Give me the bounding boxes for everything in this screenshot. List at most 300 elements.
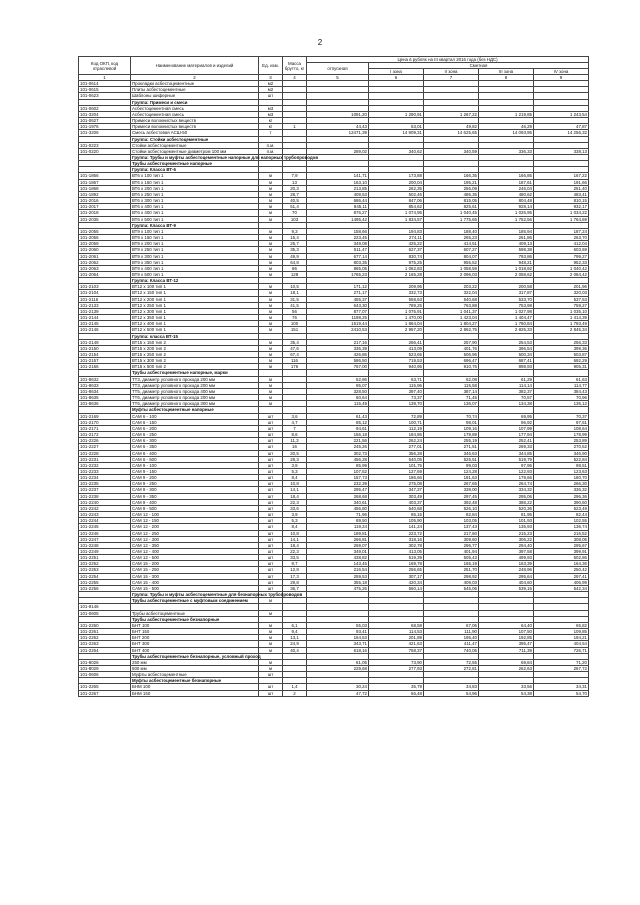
- code-cell: 101-0614: [79, 81, 131, 87]
- estimate-price-cell: 1 243,54: [534, 111, 589, 117]
- code-cell: 101-2265: [79, 684, 131, 690]
- code-cell: 101-2149: [79, 339, 131, 345]
- code-cell: 101-2062: [79, 259, 131, 265]
- release-price-cell: 232,39: [307, 481, 369, 487]
- estimate-price-cell: 1 864,04: [369, 321, 424, 327]
- estimate-price-cell: 387,14: [424, 388, 479, 394]
- estimate-price-cell: 598,38: [479, 247, 534, 253]
- mass-header: Масса брутто, кг: [283, 57, 307, 75]
- group-title: Трубы асбестоцементные с муфтовым соединением: [131, 598, 259, 604]
- estimate-price-cell: 1 027,98: [479, 308, 534, 314]
- estimate-price-cell: 200,04: [369, 179, 424, 185]
- code-cell: 101-2144: [79, 315, 131, 321]
- estimate-price-cell: 262,35: [369, 185, 424, 191]
- name-cell: ТТ5, диаметр условного прохода 400 мм: [131, 388, 259, 394]
- release-price-cell: 217,16: [307, 339, 369, 345]
- release-price-cell: 119,24: [307, 524, 369, 530]
- estimate-price-cell: 246,04: [479, 185, 534, 191]
- estimate-price-cell: 558,63: [369, 296, 424, 302]
- estimate-price-cell: 85,15: [369, 512, 424, 518]
- estimate-price-cell: 404,54: [534, 641, 589, 647]
- code-cell: 101-2104: [79, 290, 131, 296]
- unit-cell: шт: [259, 487, 283, 493]
- estimate-price-cell: 302,78: [369, 542, 424, 548]
- release-price-cell: 216,54: [307, 567, 369, 573]
- unit-cell: шт: [259, 438, 283, 444]
- estimate-price-cell: 186,66: [369, 475, 424, 481]
- estimate-price-cell: 320,03: [534, 290, 589, 296]
- release-price-cell: 221,56: [307, 438, 369, 444]
- mass-cell: 8,4: [283, 524, 307, 530]
- estimate-price-cell: 340,59: [424, 148, 479, 154]
- estimate-price-cell: 98,51: [534, 462, 589, 468]
- estimate-price-cell: 267,65: [424, 481, 479, 487]
- estimate-price-cell: 169,78: [369, 561, 424, 567]
- estimate-price-cell: 49,82: [424, 124, 479, 130]
- estimate-price-cell: 215,23: [479, 530, 534, 536]
- name-cell: Примеси волокнистых веществ: [131, 118, 259, 124]
- estimate-price-cell: 108,64: [534, 425, 589, 431]
- name-cell: ВТ12 х 150 тип 1: [131, 290, 259, 296]
- estimate-price-cell: 1 764,69: [534, 216, 589, 222]
- estimate-price-cell: 2 096,03: [424, 271, 479, 277]
- mass-cell: 128: [283, 271, 307, 277]
- estimate-price-cell: 687,41: [479, 358, 534, 364]
- mass-cell: 51,4: [283, 204, 307, 210]
- unit-cell: шт: [259, 499, 283, 505]
- mass-cell: 116: [283, 358, 307, 364]
- name-cell: ВТ9 х 400 тип 1: [131, 265, 259, 271]
- estimate-price-cell: 135,12: [534, 401, 589, 407]
- estimate-price-cell: 70,74: [424, 413, 479, 419]
- estimate-price-cell: 180,70: [534, 475, 589, 481]
- code-cell: 101-2254: [79, 573, 131, 579]
- release-price-cell: 245,26: [307, 444, 369, 450]
- estimate-price-cell: 185,94: [479, 228, 534, 234]
- estimate-price-cell: 277,93: [369, 665, 424, 671]
- unit-cell: шт: [259, 684, 283, 690]
- col-number: 5: [307, 75, 369, 81]
- estimate-price-cell: 318,16: [369, 536, 424, 542]
- estimate-price-cell: 54,38: [479, 690, 534, 696]
- name-cell: САМ 15 - 500: [131, 585, 259, 591]
- name-cell: 250 мм: [131, 659, 259, 665]
- code-cell: 101-0602: [79, 105, 131, 111]
- name-cell: ВТ9 х 250 тип 1: [131, 247, 259, 253]
- mass-cell: 86: [283, 265, 307, 271]
- code-cell: 101-0605: [79, 610, 131, 616]
- estimate-price-cell: 854,62: [369, 204, 424, 210]
- code-cell: 101-2248: [79, 542, 131, 548]
- release-price-cell: 266,81: [307, 536, 369, 542]
- code-cell: 101-2059: [79, 241, 131, 247]
- release-price-cell: 677,14: [307, 253, 369, 259]
- estimate-price-cell: 753,98: [479, 302, 534, 308]
- unit-cell: м3: [259, 105, 283, 111]
- estimate-price-cell: 267,72: [534, 665, 589, 671]
- estimate-price-cell: 136,74: [534, 524, 589, 530]
- estimate-price-cell: 804,48: [479, 198, 534, 204]
- group-title: Муфты асбестоцементные безнапорные: [131, 678, 259, 684]
- code-cell: 101-8635: [79, 395, 131, 401]
- name-cell: САМ 9 - 100: [131, 462, 259, 468]
- unit-cell: шт: [259, 672, 283, 678]
- unit-cell: м: [259, 315, 283, 321]
- estimate-price-cell: 192,85: [479, 635, 534, 641]
- group-title: Муфты асбестоцементные напорные: [131, 407, 259, 413]
- estimate-price-cell: 136,07: [424, 401, 479, 407]
- mass-cell: 20,5: [283, 450, 307, 456]
- name-cell: БНМ 150: [131, 690, 259, 696]
- unit-cell: шт: [259, 475, 283, 481]
- estimate-price-cell: 135,93: [479, 524, 534, 530]
- estimate-price-cell: 296,77: [424, 542, 479, 548]
- code-cell: 101-2035: [79, 216, 131, 222]
- estimate-price-cell: 533,70: [479, 296, 534, 302]
- estimate-price-cell: 46,29: [479, 124, 534, 130]
- name-cell: САМ 9 - 200: [131, 475, 259, 481]
- estimate-price-cell: 932,17: [534, 204, 589, 210]
- estimate-price-cell: 295,06: [479, 493, 534, 499]
- name-cell: ВТ12 х 300 тип 1: [131, 308, 259, 314]
- estimate-price-cell: 201,89: [369, 635, 424, 641]
- estimate-price-cell: 261,86: [479, 235, 534, 241]
- estimate-price-cell: 392,48: [424, 499, 479, 505]
- mass-cell: 67,4: [283, 352, 307, 358]
- name-cell: БНТ 150: [131, 629, 259, 635]
- estimate-price-cell: 194,21: [534, 635, 589, 641]
- unit-cell: м: [259, 327, 283, 333]
- name-cell: САМ 6 - 200: [131, 425, 259, 431]
- release-price-cell: 157,73: [307, 475, 369, 481]
- name-cell: ВТ12 х 250 тип 1: [131, 302, 259, 308]
- code-cell: 101-2246: [79, 530, 131, 536]
- estimate-price-cell: 399,91: [534, 549, 589, 555]
- release-price-cell: 355,18: [307, 579, 369, 585]
- release-price-cell: 61,43: [307, 413, 369, 419]
- name-cell: БНТ 300: [131, 641, 259, 647]
- estimate-price-cell: 181,63: [424, 475, 479, 481]
- mass-cell: 9,4: [283, 629, 307, 635]
- code-cell: 101-2056: [79, 235, 131, 241]
- release-price-cell: 845,11: [307, 204, 369, 210]
- name-cell: САМ 12 - 350: [131, 542, 259, 548]
- name-cell: ВТ9 х 500 тип 1: [131, 271, 259, 277]
- release-price-cell: 61,05: [307, 659, 369, 665]
- mass-cell: 7,9: [283, 173, 307, 179]
- estimate-price-cell: 1 404,47: [479, 315, 534, 321]
- release-price-cell: 456,80: [307, 505, 369, 511]
- release-price-cell: 94,61: [307, 425, 369, 431]
- estimate-price-cell: 356,28: [369, 450, 424, 456]
- unit-cell: шт: [259, 542, 283, 548]
- estimate-price-cell: 167,22: [534, 173, 589, 179]
- unit-cell: м: [259, 204, 283, 210]
- page-number: 2: [317, 38, 323, 47]
- estimate-price-cell: 346,90: [534, 450, 589, 456]
- name-cell: САМ 9 - 250: [131, 481, 259, 487]
- estimate-price-cell: 522,84: [534, 456, 589, 462]
- unit-cell: шт: [259, 555, 283, 561]
- name-cell: ВТ9 х 100 тип 1: [131, 228, 259, 234]
- estimate-price-cell: 401,94: [424, 549, 479, 555]
- estimate-price-cell: 184,86: [369, 432, 424, 438]
- code-cell: 101-2017: [79, 204, 131, 210]
- estimate-price-cell: 54,96: [424, 690, 479, 696]
- estimate-price-cell: 505,43: [424, 555, 479, 561]
- estimate-price-cell: 425,22: [369, 241, 424, 247]
- release-price-cell: 60,64: [307, 395, 369, 401]
- code-cell: 101-2016: [79, 198, 131, 204]
- unit-cell: м: [259, 247, 283, 253]
- unit-cell: м: [259, 352, 283, 358]
- estimate-price-cell: 82,84: [424, 512, 479, 518]
- estimate-price-cell: 72,55: [424, 659, 479, 665]
- code-cell: 101-1867: [79, 179, 131, 185]
- estimate-price-cell: 109,16: [424, 425, 479, 431]
- mass-cell: 3,9: [283, 462, 307, 468]
- unit-cell: м: [259, 641, 283, 647]
- release-price-cell: 30,24: [307, 684, 369, 690]
- group-title: Трубы асбестоцементные напорные, марки: [131, 370, 259, 376]
- name-cell: САМ 12 - 300: [131, 536, 259, 542]
- code-cell: 101-2233: [79, 468, 131, 474]
- code-cell: 101-0606: [79, 672, 131, 678]
- name-cell: ВТ6 х 500 тип 1: [131, 216, 259, 222]
- unit-cell: шт: [259, 456, 283, 462]
- unit-cell: м: [259, 401, 283, 407]
- code-cell: 101-1868: [79, 185, 131, 191]
- group-title: Группа: Трубы и муфты асбестоцементные напорные для напорных трубопроводов: [132, 155, 319, 161]
- unit-cell: м: [259, 376, 283, 382]
- estimate-price-cell: 266,41: [369, 339, 424, 345]
- estimate-price-cell: 525,51: [424, 456, 479, 462]
- estimate-price-cell: 1 290,91: [369, 111, 424, 117]
- estimate-price-cell: 334,32: [479, 487, 534, 493]
- name-cell: САМ 12 - 500: [131, 555, 259, 561]
- unit-cell: шт: [259, 524, 283, 530]
- code-cell: 101-2172: [79, 432, 131, 438]
- unit-cell: шт: [259, 425, 283, 431]
- estimate-price-cell: 296,36: [534, 493, 589, 499]
- estimate-price-cell: 114,53: [369, 629, 424, 635]
- estimate-price-cell: 262,24: [369, 438, 424, 444]
- name-cell: САМ 15 - 200: [131, 561, 259, 567]
- estimate-price-cell: 338,13: [534, 148, 589, 154]
- estimate-price-cell: 114,77: [534, 382, 589, 388]
- name-cell: Стойки асбестоцементные диаметром 100 мм: [131, 148, 259, 154]
- release-price-cell: 171,12: [307, 284, 369, 290]
- name-cell: ВТ15 х 500 тип 2: [131, 364, 259, 370]
- estimate-price-cell: 952,33: [534, 259, 589, 265]
- estimate-price-cell: 1 041,37: [424, 308, 479, 314]
- mass-cell: 22,3: [283, 549, 307, 555]
- mass-cell: 176: [283, 364, 307, 370]
- estimate-price-cell: 298,92: [424, 573, 479, 579]
- mass-cell: 56: [283, 308, 307, 314]
- name-cell: ТТ3, диаметр условного прохода 200 мм: [131, 376, 259, 382]
- code-cell: 101-2103: [79, 284, 131, 290]
- estimate-price-cell: 309,60: [424, 536, 479, 542]
- estimate-price-cell: 537,53: [534, 296, 589, 302]
- release-price-cell: 295,47: [307, 487, 369, 493]
- code-cell: 101-2150: [79, 345, 131, 351]
- release-price-cell: 349,01: [307, 549, 369, 555]
- code-cell: 101-1976: [79, 124, 131, 130]
- unit-cell: м: [259, 598, 283, 604]
- estimate-price-cell: 274,11: [369, 235, 424, 241]
- estimate-price-cell: 209,95: [369, 284, 424, 290]
- estimate-price-cell: 270,52: [534, 444, 589, 450]
- mass-cell: 6,1: [283, 622, 307, 628]
- mass-cell: 5,3: [283, 468, 307, 474]
- estimate-price-cell: 763,88: [424, 302, 479, 308]
- mass-cell: 36,7: [283, 585, 307, 591]
- release-price-cell: 271,17: [307, 290, 369, 296]
- mass-cell: 14,1: [283, 536, 307, 542]
- name-cell: ВТ15 х 200 тип 2: [131, 345, 259, 351]
- mass-cell: 40,5: [283, 198, 307, 204]
- code-cell: 101-2260: [79, 622, 131, 628]
- estimate-price-cell: 173,88: [369, 173, 424, 179]
- mass-cell: 1,4: [283, 684, 307, 690]
- estimate-price-cell: 81,95: [479, 512, 534, 518]
- estimate-price-cell: 520,36: [479, 505, 534, 511]
- unit-cell: шт: [259, 444, 283, 450]
- estimate-price-cell: 789,25: [369, 302, 424, 308]
- unit-cell: м: [259, 647, 283, 653]
- release-price-cell: 803,35: [307, 259, 369, 265]
- estimate-price-cell: 269,33: [479, 444, 534, 450]
- code-cell: 101-2242: [79, 505, 131, 511]
- code-cell: 101-2255: [79, 579, 131, 585]
- name-cell: САМ 12 - 200: [131, 524, 259, 530]
- estimate-price-cell: 1 423,04: [424, 315, 479, 321]
- name-cell: Трубы асбестоцементные: [131, 610, 259, 616]
- name-cell: ВТ6 х 400 тип 1: [131, 204, 259, 210]
- release-price-cell: 336,39: [307, 345, 369, 351]
- mass-cell: 41,5: [283, 302, 307, 308]
- estimate-price-cell: 264,74: [479, 481, 534, 487]
- estimate-price-cell: 262,63: [479, 665, 534, 671]
- estimate-price-cell: 396,54: [479, 345, 534, 351]
- estimate-price-cell: 1 267,22: [424, 111, 479, 117]
- unit-cell: м: [259, 179, 283, 185]
- estimate-price-cell: 251,40: [534, 185, 589, 191]
- estimate-price-cell: 265,23: [424, 235, 479, 241]
- mass-cell: 33,5: [283, 555, 307, 561]
- release-price-cell: 55,03: [307, 622, 369, 628]
- estimate-price-cell: 166,85: [479, 173, 534, 179]
- code-cell: 101-2243: [79, 512, 131, 518]
- unit-cell: шт: [259, 493, 283, 499]
- name-cell: БНТ 100: [131, 622, 259, 628]
- estimate-price-cell: 1 035,10: [534, 308, 589, 314]
- mass-cell: 10,8: [283, 481, 307, 487]
- code-cell: 101-2234: [79, 475, 131, 481]
- estimate-price-cell: 277,01: [369, 444, 424, 450]
- release-price-cell: 865,05: [307, 265, 369, 271]
- name-cell: ВТ6 х 100 тип 1: [131, 173, 259, 179]
- group-title: Группа: Класса ВТ-12: [131, 278, 259, 284]
- mass-cell: 4,7: [283, 419, 307, 425]
- mass-cell: 15,4: [283, 235, 307, 241]
- code-cell: 101-0623: [79, 93, 131, 99]
- estimate-price-cell: 905,31: [534, 364, 589, 370]
- mass-cell: 18,4: [283, 542, 307, 548]
- name-cell: САМ 6 - 500: [131, 456, 259, 462]
- code-cell: 101-9146: [79, 604, 131, 610]
- code-cell: 101-2227: [79, 444, 131, 450]
- estimate-price-cell: 411,47: [424, 641, 479, 647]
- unit-cell: м: [259, 216, 283, 222]
- group-title: Группа: Трубы и муфты асбестоцементные для безнапорных трубопроводов: [132, 592, 303, 598]
- unit-cell: м: [259, 610, 283, 616]
- unit-cell: м: [259, 659, 283, 665]
- estimate-price-cell: 2 165,28: [369, 271, 424, 277]
- estimate-price-cell: 1 040,45: [424, 210, 479, 216]
- estimate-price-cell: 740,05: [424, 647, 479, 653]
- estimate-price-cell: 216,52: [534, 530, 589, 536]
- code-cell: 101-2145: [79, 321, 131, 327]
- estimate-price-cell: 250,42: [534, 567, 589, 573]
- estimate-price-cell: 111,90: [424, 629, 479, 635]
- mass-cell: 31,5: [283, 296, 307, 302]
- code-cell: 101-2253: [79, 567, 131, 573]
- price-header: Цена в рублях на III квартал 2016 года (без НДС): [307, 57, 589, 63]
- estimate-price-cell: 165,19: [424, 561, 479, 567]
- mass-cell: 35,4: [283, 339, 307, 345]
- group-title: Группа: Примеси и смеси: [131, 99, 259, 105]
- estimate-price-cell: 421,63: [369, 641, 424, 647]
- estimate-price-cell: 164,36: [534, 561, 589, 567]
- release-price-cell: 340,61: [307, 499, 369, 505]
- mass-cell: 29,8: [283, 579, 307, 585]
- release-price-cell: 268,68: [307, 493, 369, 499]
- name-cell: ВТ12 х 100 тип 1: [131, 284, 259, 290]
- estimate-price-cell: 560,14: [369, 585, 424, 591]
- code-cell: 101-2063: [79, 265, 131, 271]
- estimate-price-cell: 67,06: [424, 622, 479, 628]
- estimate-price-cell: 825,61: [424, 204, 479, 210]
- release-price-cell: 409,53: [307, 191, 369, 197]
- unit-cell: м3: [259, 111, 283, 117]
- name-cell: САМ 15 - 400: [131, 579, 259, 585]
- release-price-cell: 289,02: [307, 148, 369, 154]
- release-price-cell: 52,86: [307, 376, 369, 382]
- estimate-price-cell: 73,90: [369, 659, 424, 665]
- mass-cell: 10,8: [283, 530, 307, 536]
- release-price-cell: 44,43: [307, 124, 369, 130]
- estimate-price-cell: 545,06: [424, 585, 479, 591]
- code-cell: 101-2055: [79, 228, 131, 234]
- code-cell: 101-2263: [79, 641, 131, 647]
- release-price-cell: 475,26: [307, 585, 369, 591]
- estimate-price-cell: 139,70: [369, 401, 424, 407]
- estimate-price-cell: 793,86: [479, 253, 534, 259]
- estimate-price-cell: 141,24: [369, 524, 424, 530]
- name-cell: ВТ6 х 300 тип 1: [131, 198, 259, 204]
- estimate-price-cell: 137,43: [424, 524, 479, 530]
- estimate-price-cell: 115,58: [424, 382, 479, 388]
- estimate-price-cell: 101,75: [369, 462, 424, 468]
- name-cell: ТТ6, диаметр условного прохода 300 мм: [131, 401, 259, 407]
- estimate-price-cell: 500,34: [479, 352, 534, 358]
- estimate-price-cell: 53,01: [369, 124, 424, 130]
- release-price-cell: 455,37: [307, 296, 369, 302]
- estimate-price-cell: 123,63: [534, 468, 589, 474]
- release-price-cell: 164,53: [307, 635, 369, 641]
